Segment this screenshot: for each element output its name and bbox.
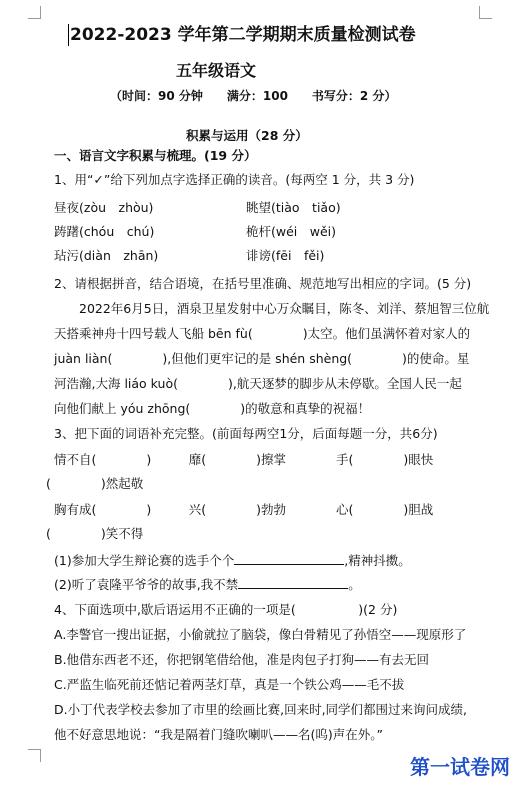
q1-row2-right: 桅杆(wéi wěi) — [246, 224, 337, 239]
crop-mark-bottom-left — [28, 749, 41, 762]
q4-option-d-cont: 他不好意思地说：“我是隔着门缝吹喇叭——名(呜)声在外。” — [54, 727, 383, 742]
q1-row2-left: 踌躇(chóu chú) — [54, 224, 155, 239]
q1-row3-left: 玷污(diàn zhān) — [54, 248, 159, 263]
q2-line-3: juàn liàn( ),但他们更牢记的是 shén shèng( )的使命。星 — [54, 351, 470, 366]
q4-option-b: B.他借东西老不还，你把钢笔借给他，准是肉包子打狗——有去无回 — [54, 652, 430, 667]
q2-line-1: 2022年6月5日，酒泉卫星发射中心万众瞩目，陈冬、刘洋、蔡旭智三位航 — [54, 301, 490, 316]
q3-sub2-blank[interactable] — [238, 576, 348, 589]
q3-sub2-tail: 。 — [348, 577, 361, 592]
q3-sub1-blank[interactable] — [234, 552, 344, 565]
q3-sub1-text: (1)参加大学生辩论赛的选手个个 — [54, 553, 235, 568]
q4-option-d: D.小丁代表学校去参加了市里的绘画比赛,回来时,同学们都围过来询问成绩, — [54, 702, 468, 717]
exam-info: （时间：90 分钟 满分：100 书写分：2 分） — [110, 89, 397, 103]
q3-sub1-tail: ,精神抖擞。 — [344, 553, 411, 568]
q3-prompt: 3、把下面的词语补充完整。(前面每两空1分，后面每题一分，共6分) — [54, 426, 438, 441]
section-title: 积累与运用（28 分） — [186, 128, 308, 143]
exam-title: 2022-2023 学年第二学期期末质量检测试卷 — [70, 25, 416, 45]
section-heading: 一、语言文字积累与梳理。(19 分） — [54, 148, 257, 163]
q3-words-row1b: ( )然起敬 — [46, 476, 144, 491]
q1-row3-right: 诽谤(fēi fěi) — [246, 248, 325, 263]
exam-subtitle: 五年级语文 — [176, 61, 257, 80]
crop-mark-top-left — [28, 6, 41, 19]
q3-sub2-text: (2)听了袁隆平爷爷的故事,我不禁 — [54, 577, 239, 592]
q4-prompt: 4、下面选项中,歇后语运用不正确的一项是( )(2 分) — [54, 602, 398, 617]
q1-row1-right: 眺望(tiào tiǎo) — [246, 200, 341, 215]
q2-line-5: 向他们献上 yóu zhōng( )的敬意和真挚的祝福！ — [54, 401, 371, 416]
q2-line-2: 天搭乘神舟十四号载人飞船 bēn fù( )太空。他们虽满怀着对家人的 — [54, 326, 471, 341]
q3-words-row2b: ( )笑不得 — [46, 526, 144, 541]
q4-option-a: A.李警官一搜出证据，小偷就拉了脑袋，像白骨精见了孙悟空——现原形了 — [54, 627, 467, 642]
q3-words-row1: 情不自( ) 靡( )擦掌 手( )眼快 — [54, 452, 434, 467]
q3-sub2 — [54, 576, 361, 593]
q1-prompt: 1、用“✓”给下列加点字选择正确的读音。(每两空 1 分，共 3 分) — [54, 172, 415, 187]
q2-prompt: 2、请根据拼音，结合语境，在括号里准确、规范地写出相应的字词。(5 分) — [54, 276, 472, 291]
q3-sub1 — [54, 552, 411, 569]
text-cursor — [68, 24, 69, 46]
q4-option-c: C.严监生临死前还惦记着两茎灯草，真是一个铁公鸡——毛不拔 — [54, 677, 405, 692]
q3-words-row2: 胸有成( ) 兴( )勃勃 心( )胆战 — [54, 502, 434, 517]
q1-row1-left: 昼夜(zòu zhòu) — [54, 200, 154, 215]
site-watermark: 第一试卷网 — [410, 755, 510, 779]
q2-line-4: 河浩瀚,大海 liáo kuò( ),航天逐梦的脚步从未停歇。全国人民一起 — [54, 376, 462, 391]
crop-mark-top-right — [479, 6, 492, 19]
